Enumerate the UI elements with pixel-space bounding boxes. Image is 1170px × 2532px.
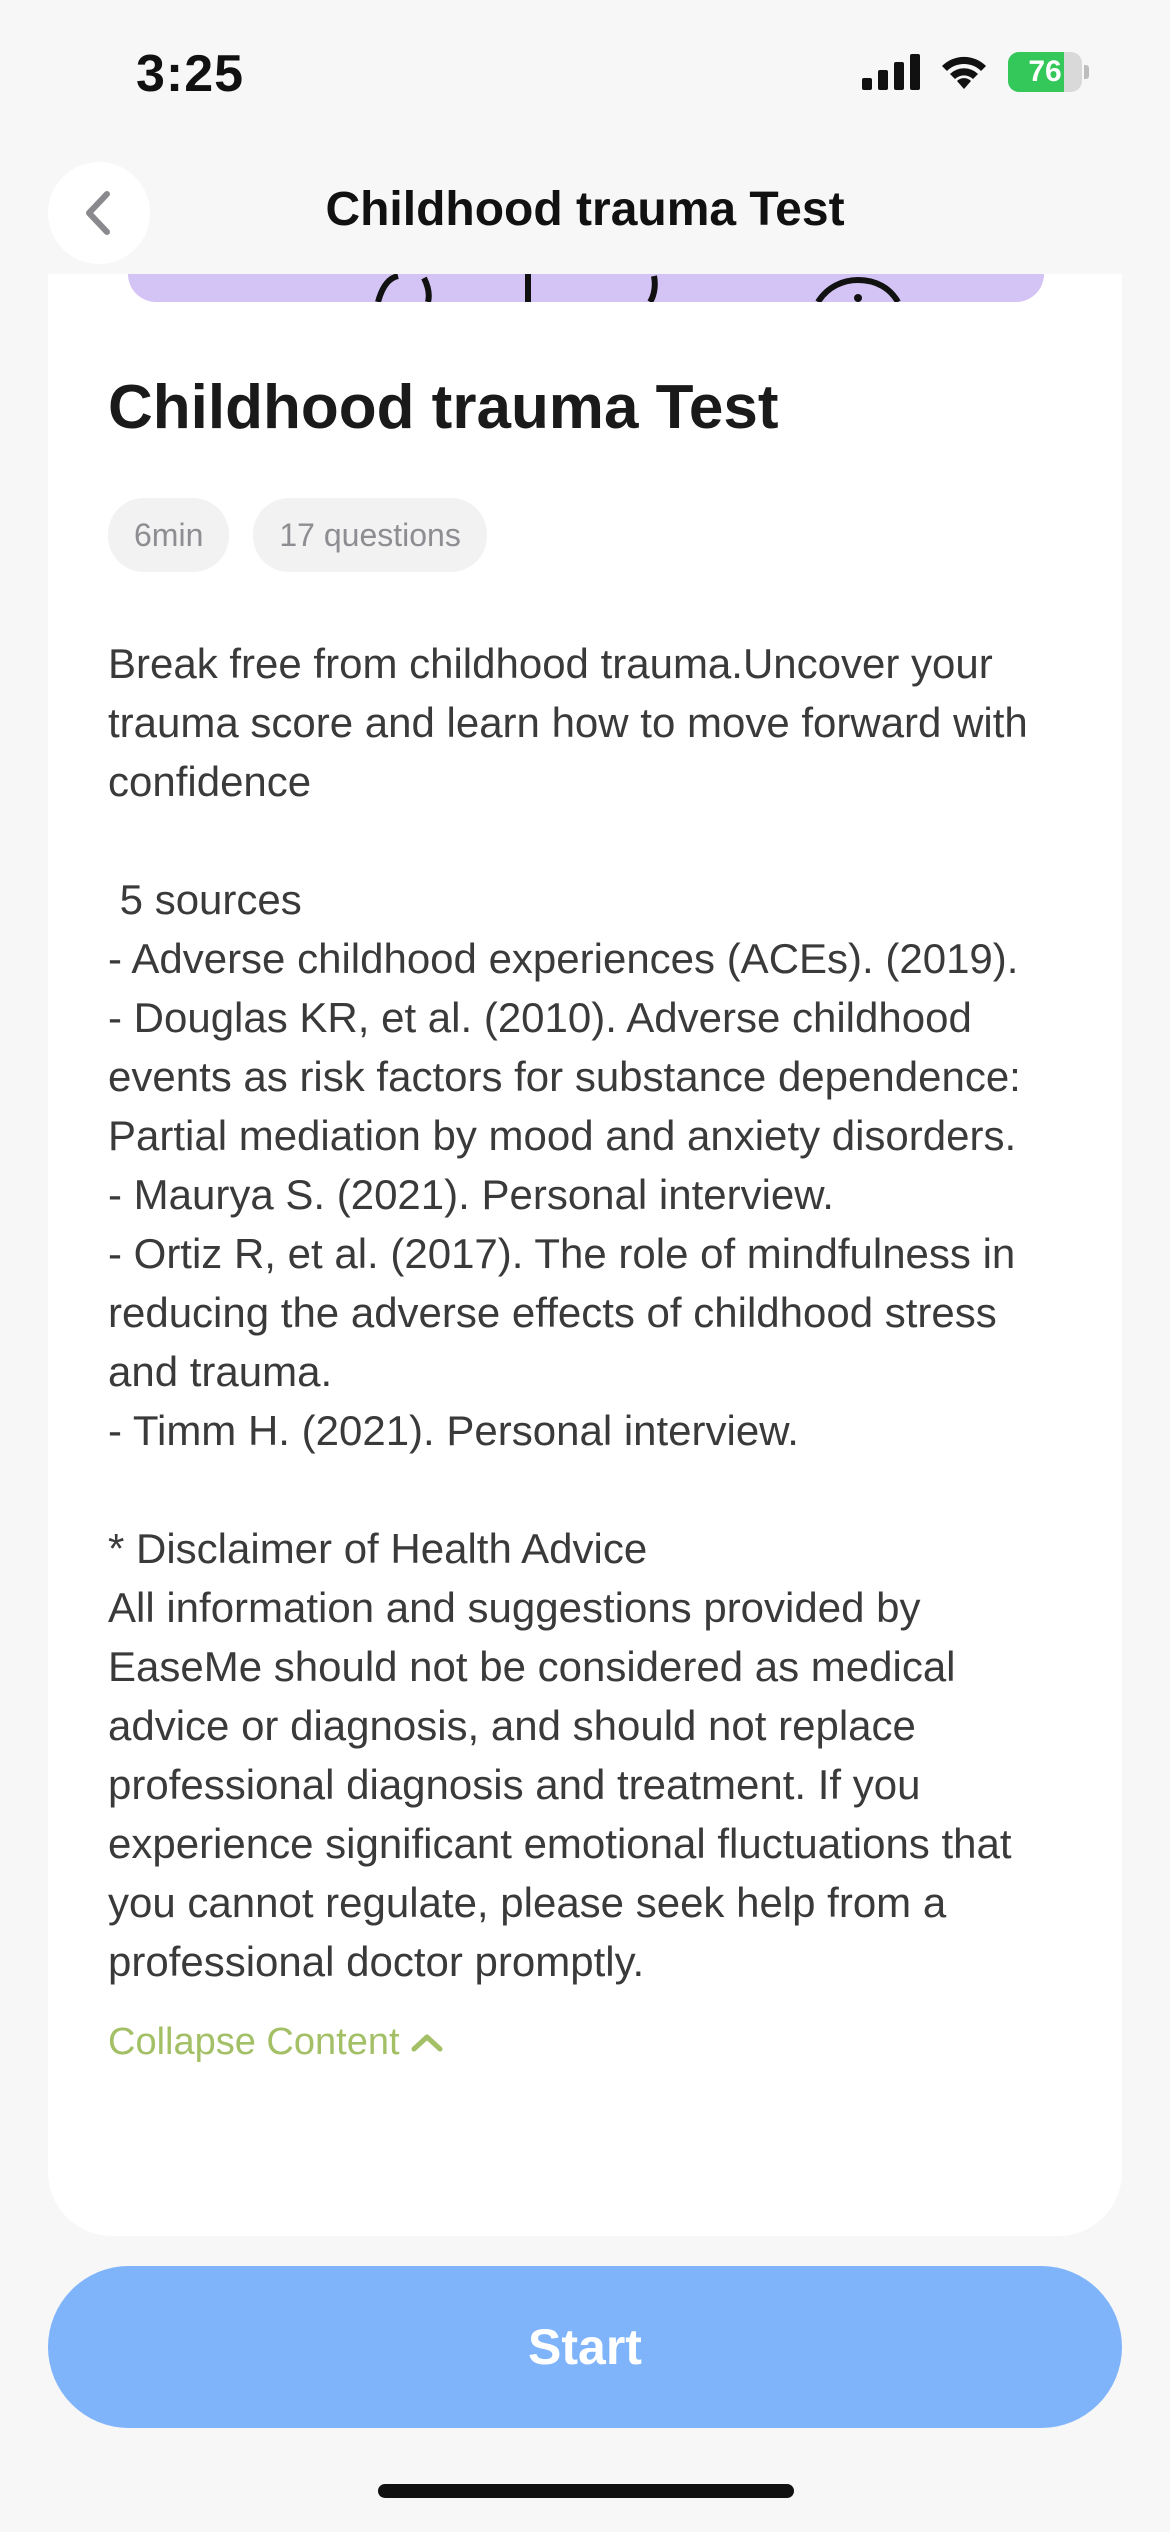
test-meta-tags	[108, 498, 1068, 572]
test-description: Break free from childhood trauma.Uncover your trauma score and learn how to move forward with confidence 5 sources - Adverse childhood experiences (ACEs). (2019). - Douglas KR, et al. (2010). Adverse childhood events as risk factors for substance dependence: Partial mediation by mood and anxiety disorders. - Maurya S. (2021). Personal interview. - Ortiz R, et al. (2017). The role of mindfulness in reducing the adverse effects of childhood stress and trauma. - Timm H. (2021). Personal interview. * Disclaimer of Health Advice All information and suggestions provided by EaseMe should not be considered as medical advice or diagnosis, and should not replace professional diagnosis and treatment. If you experience significant emotional fluctuations that you cannot regulate, please seek help from a professional doctor promptly.	[108, 640, 1028, 1986]
battery-percent: 76	[1028, 55, 1062, 88]
duration-tag: 6min	[108, 498, 229, 572]
questions-tag: 17 questions	[253, 498, 486, 572]
chevron-up-icon	[410, 2031, 444, 2055]
collapse-content-link[interactable]	[108, 2021, 444, 2064]
nav-bar	[0, 150, 1170, 274]
status-bar	[0, 0, 1170, 150]
wifi-icon	[938, 53, 990, 91]
home-indicator[interactable]	[378, 2484, 794, 2498]
status-time: 3:25	[136, 45, 245, 103]
nav-title: Childhood trauma Test	[325, 183, 845, 236]
test-title: Childhood trauma Test	[108, 373, 779, 442]
test-detail-card	[48, 274, 1122, 2236]
status-icons	[862, 52, 1090, 92]
battery-icon	[1008, 52, 1090, 92]
collapse-content-label: Collapse Content	[108, 2021, 400, 2064]
start-button[interactable]: Start	[48, 2266, 1122, 2428]
hero-illustration	[128, 274, 1044, 302]
signal-icon	[862, 54, 920, 90]
